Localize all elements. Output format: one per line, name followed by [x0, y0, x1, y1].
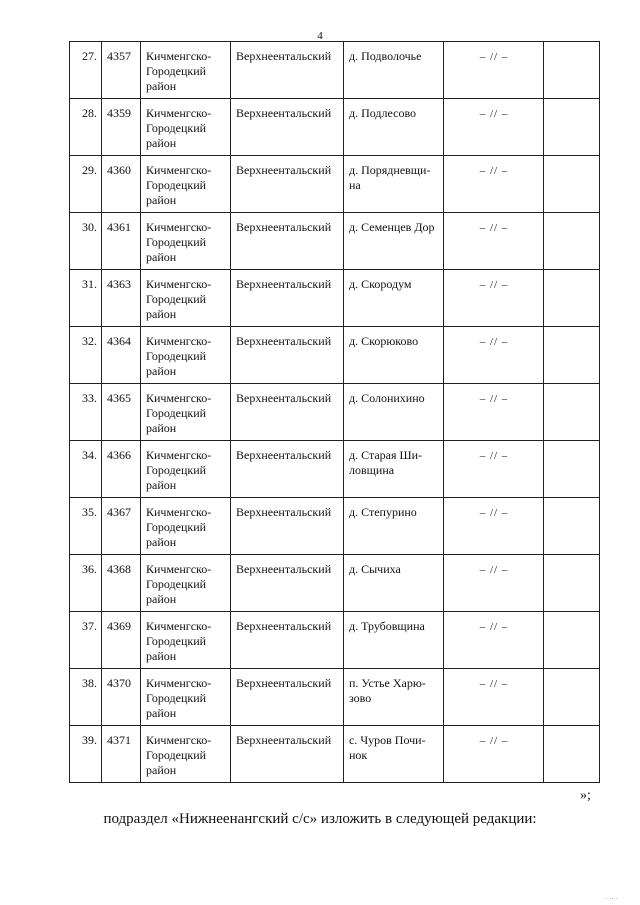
- row-number-cell: 37.: [70, 612, 102, 669]
- row-number-cell: 29.: [70, 156, 102, 213]
- row-settlement-cell: Верхнеентальский: [231, 156, 344, 213]
- table-row: [70, 213, 600, 270]
- row-number-cell: 38.: [70, 669, 102, 726]
- table-row: [70, 612, 600, 669]
- row-code-cell: 4361: [102, 213, 141, 270]
- row-place-cell: д. Трубовщина: [344, 612, 444, 669]
- row-ditto-cell: [444, 669, 544, 726]
- row-settlement-cell: Верхнеентальский: [231, 42, 344, 99]
- row-empty-cell: [544, 270, 600, 327]
- row-number-cell: 33.: [70, 384, 102, 441]
- closing-quote-mark: »;: [580, 788, 591, 803]
- row-code-cell: 4371: [102, 726, 141, 783]
- row-place-cell: д. Скородум: [344, 270, 444, 327]
- row-district-cell: Кичменгско-Городецкий район: [141, 42, 231, 99]
- row-place-cell: д. Подлесово: [344, 99, 444, 156]
- row-district-cell: Кичменгско-Городецкий район: [141, 99, 231, 156]
- registry-table: [69, 41, 600, 783]
- row-number-cell: 36.: [70, 555, 102, 612]
- row-place-cell: п. Устье Харю-зово: [344, 669, 444, 726]
- row-district-cell: Кичменгско-Городецкий район: [141, 555, 231, 612]
- row-ditto-cell: [444, 555, 544, 612]
- row-place-cell: с. Чуров Почи-нок: [344, 726, 444, 783]
- row-district-cell: Кичменгско-Городецкий район: [141, 213, 231, 270]
- ditto-mark: – // –: [479, 564, 509, 576]
- row-empty-cell: [544, 42, 600, 99]
- row-district-cell: Кичменгско-Городецкий район: [141, 270, 231, 327]
- row-empty-cell: [544, 498, 600, 555]
- row-district-cell: Кичменгско-Городецкий район: [141, 441, 231, 498]
- table-row: [70, 99, 600, 156]
- row-number-cell: 35.: [70, 498, 102, 555]
- ditto-mark: – // –: [479, 507, 509, 519]
- table-row: [70, 156, 600, 213]
- row-code-cell: 4368: [102, 555, 141, 612]
- ditto-mark: – // –: [479, 108, 509, 120]
- row-empty-cell: [544, 669, 600, 726]
- table-row: [70, 327, 600, 384]
- row-number-cell: 28.: [70, 99, 102, 156]
- row-empty-cell: [544, 99, 600, 156]
- row-empty-cell: [544, 327, 600, 384]
- ditto-mark: – // –: [479, 450, 509, 462]
- ditto-mark: – // –: [479, 165, 509, 177]
- row-place-cell: д. Солонихино: [344, 384, 444, 441]
- row-ditto-cell: [444, 726, 544, 783]
- row-district-cell: Кичменгско-Городецкий район: [141, 156, 231, 213]
- row-place-cell: д. Подволочье: [344, 42, 444, 99]
- row-settlement-cell: Верхнеентальский: [231, 99, 344, 156]
- section-note: подраздел «Нижнеенангский с/с» изложить в следующей редакции:: [103, 811, 537, 827]
- row-code-cell: 4369: [102, 612, 141, 669]
- row-settlement-cell: Верхнеентальский: [231, 441, 344, 498]
- table-row: [70, 441, 600, 498]
- ditto-mark: – // –: [479, 51, 509, 63]
- row-place-cell: д. Сычиха: [344, 555, 444, 612]
- row-ditto-cell: [444, 156, 544, 213]
- ditto-mark: – // –: [479, 222, 509, 234]
- ditto-mark: – // –: [479, 678, 509, 690]
- row-settlement-cell: Верхнеентальский: [231, 270, 344, 327]
- row-settlement-cell: Верхнеентальский: [231, 555, 344, 612]
- row-empty-cell: [544, 555, 600, 612]
- row-code-cell: 4363: [102, 270, 141, 327]
- row-code-cell: 4370: [102, 669, 141, 726]
- row-number-cell: 30.: [70, 213, 102, 270]
- row-number-cell: 31.: [70, 270, 102, 327]
- row-ditto-cell: [444, 99, 544, 156]
- row-settlement-cell: Верхнеентальский: [231, 498, 344, 555]
- ditto-mark: – // –: [479, 735, 509, 747]
- row-code-cell: 4357: [102, 42, 141, 99]
- row-ditto-cell: [444, 441, 544, 498]
- row-district-cell: Кичменгско-Городецкий район: [141, 327, 231, 384]
- row-ditto-cell: [444, 612, 544, 669]
- table-row: [70, 669, 600, 726]
- table-row: [70, 384, 600, 441]
- ditto-mark: – // –: [479, 393, 509, 405]
- row-place-cell: д. Старая Ши-ловщина: [344, 441, 444, 498]
- row-ditto-cell: [444, 270, 544, 327]
- table-row: [70, 555, 600, 612]
- row-code-cell: 4360: [102, 156, 141, 213]
- row-code-cell: 4367: [102, 498, 141, 555]
- row-settlement-cell: Верхнеентальский: [231, 726, 344, 783]
- row-code-cell: 4359: [102, 99, 141, 156]
- row-district-cell: Кичменгско-Городецкий район: [141, 726, 231, 783]
- ditto-mark: – // –: [479, 279, 509, 291]
- row-code-cell: 4366: [102, 441, 141, 498]
- ditto-mark: – // –: [479, 336, 509, 348]
- row-settlement-cell: Верхнеентальский: [231, 384, 344, 441]
- table-row: [70, 270, 600, 327]
- row-ditto-cell: [444, 384, 544, 441]
- ditto-mark: – // –: [479, 621, 509, 633]
- registry-table-body: [70, 42, 600, 783]
- row-number-cell: 27.: [70, 42, 102, 99]
- row-empty-cell: [544, 213, 600, 270]
- row-ditto-cell: [444, 42, 544, 99]
- row-settlement-cell: Верхнеентальский: [231, 669, 344, 726]
- row-empty-cell: [544, 441, 600, 498]
- table-row: [70, 726, 600, 783]
- row-settlement-cell: Верхнеентальский: [231, 327, 344, 384]
- row-empty-cell: [544, 156, 600, 213]
- row-settlement-cell: Верхнеентальский: [231, 612, 344, 669]
- row-place-cell: д. Степурино: [344, 498, 444, 555]
- row-ditto-cell: [444, 498, 544, 555]
- corner-scribble-mark: · ·· ·: [605, 895, 618, 903]
- row-place-cell: д. Семенцев Дор: [344, 213, 444, 270]
- row-code-cell: 4365: [102, 384, 141, 441]
- row-number-cell: 32.: [70, 327, 102, 384]
- row-empty-cell: [544, 384, 600, 441]
- row-district-cell: Кичменгско-Городецкий район: [141, 612, 231, 669]
- row-ditto-cell: [444, 213, 544, 270]
- page-number: 4: [317, 30, 323, 42]
- row-empty-cell: [544, 726, 600, 783]
- row-district-cell: Кичменгско-Городецкий район: [141, 498, 231, 555]
- row-ditto-cell: [444, 327, 544, 384]
- row-code-cell: 4364: [102, 327, 141, 384]
- row-settlement-cell: Верхнеентальский: [231, 213, 344, 270]
- row-place-cell: д. Порядневщи-на: [344, 156, 444, 213]
- row-empty-cell: [544, 612, 600, 669]
- row-district-cell: Кичменгско-Городецкий район: [141, 669, 231, 726]
- table-row: [70, 498, 600, 555]
- row-place-cell: д. Скорюково: [344, 327, 444, 384]
- table-row: [70, 42, 600, 99]
- row-district-cell: Кичменгско-Городецкий район: [141, 384, 231, 441]
- row-number-cell: 39.: [70, 726, 102, 783]
- row-number-cell: 34.: [70, 441, 102, 498]
